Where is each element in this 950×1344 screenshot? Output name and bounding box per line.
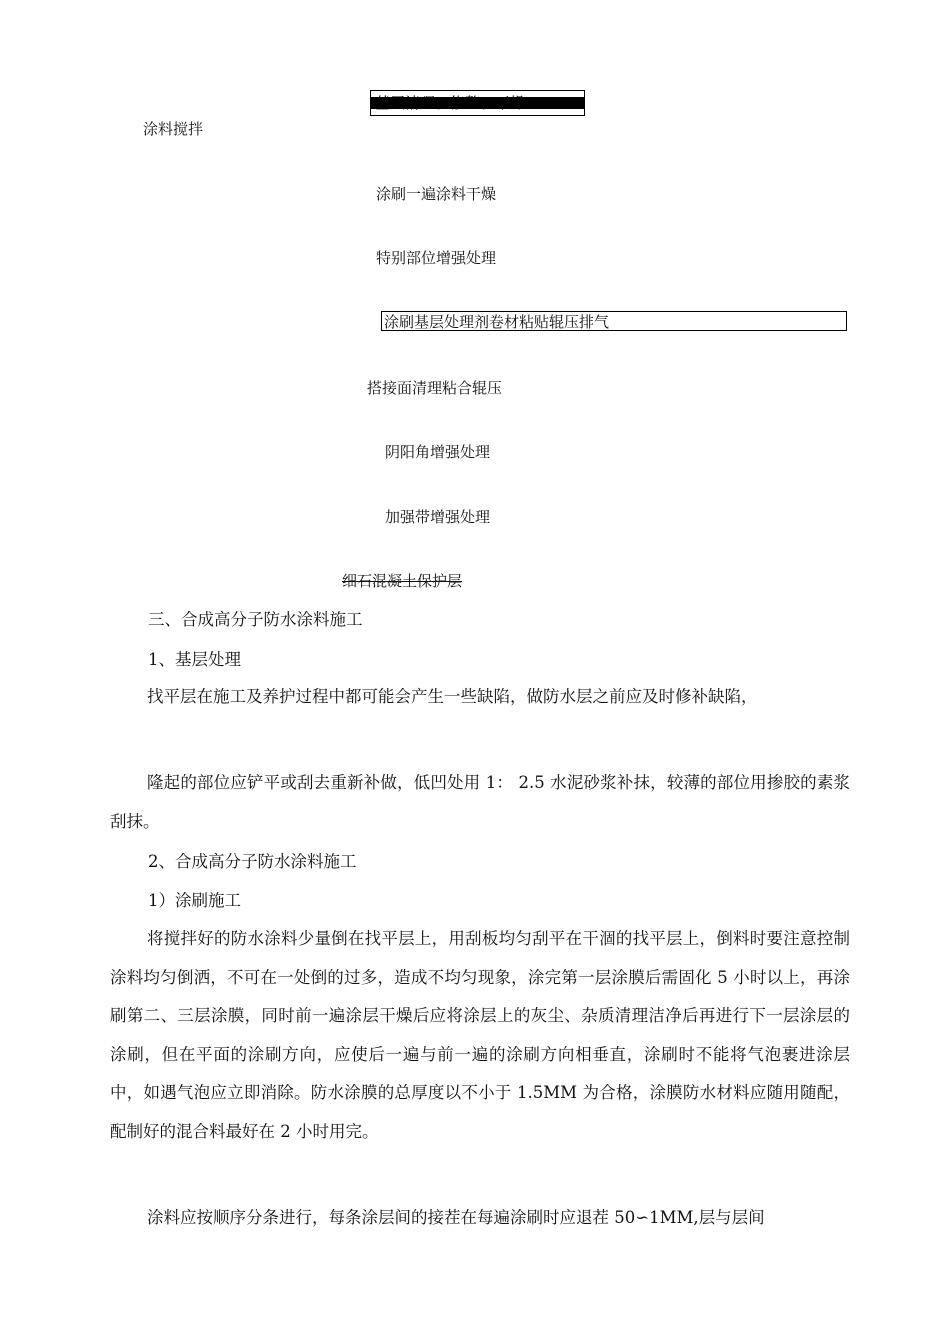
flow-step-coat1: 涂刷一遍涂料干燥: [376, 185, 497, 203]
subheading-2-1: 1）涂刷施工: [148, 891, 241, 910]
flow-step-band: 加强带增强处理: [385, 508, 491, 526]
subheading-2: 2、合成高分子防水涂料施工: [148, 852, 357, 871]
flow-box-primer: [381, 311, 847, 331]
flow-step-primer: 涂刷基层处理剂卷材粘贴辊压排气: [384, 313, 610, 331]
paragraph-4: 涂料应按顺序分条进行，每条涂层间的接茬在每遍涂刷时应退茬 50∽1MM,层与层间: [147, 1208, 765, 1227]
paragraph-1: 找平层在施工及养护过程中都可能会产生一些缺陷，做防水层之前应及时修补缺陷，: [147, 687, 758, 706]
subheading-1: 1、基层处理: [148, 650, 241, 669]
flow-step-mix: 涂料搅拌: [143, 120, 204, 138]
paragraph-3: 将搅拌好的防水涂料少量倒在找平层上，用刮板均匀刮平在干涸的找平层上，倒料时要注意控制涂料均匀倒洒，不可在一处倒的过多，造成不均匀现象，涂完第一层涂膜后需固化 5 小时以上，再涂刷第二、三层涂膜，同时前一遍涂层干燥后应将涂层上的灰尘、杂质清理洁净后再进行下一层涂层的涂刷，但在平面的涂刷方向，应使后一遍与前一遍的涂刷方向相垂直，涂刷时不能将气泡裹进涂层中，如遇气泡应立即消除。防水涂膜的总厚度以不小于 1.5MM 为合格，涂膜防水材料应随用随配，配制好的混合料最好在 2 小时用完。: [110, 929, 850, 1141]
flow-step-protect: 细石混凝土保护层: [342, 572, 463, 590]
paragraph-2: 隆起的部位应铲平或刮去重新补做，低凹处用 1： 2.5 水泥砂浆补抹，较薄的部位用掺胶的素浆刮抹。: [110, 773, 850, 831]
flow-step-special: 特别部位增强处理: [376, 249, 497, 267]
flow-step-base: 基层清理、修整、干燥: [375, 94, 526, 112]
flow-step-corner: 阴阳角增强处理: [385, 443, 491, 461]
flow-box-base-treatment: [370, 90, 585, 116]
section-heading-3: 三、合成高分子防水涂料施工: [148, 610, 363, 629]
flow-step-lap: 搭接面清理粘合辊压: [367, 379, 503, 397]
